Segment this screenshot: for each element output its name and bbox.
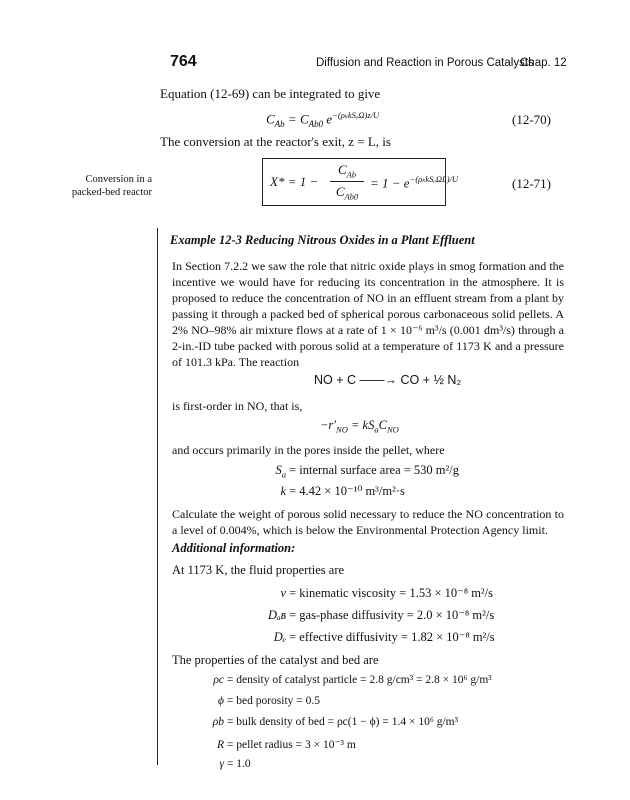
catalyst-property-row: [196, 716, 458, 728]
rate-rhs-c: C: [378, 418, 387, 432]
reaction-equation: NO + C ——→ CO + ½ N₂: [314, 373, 462, 387]
eq2-lhs: X* = 1 −: [270, 174, 319, 189]
intro-line: Equation (12-69) can be integrated to give: [160, 86, 381, 101]
fluid-property-row: [246, 607, 494, 623]
eq2-num-c: C: [337, 162, 347, 177]
bulk-density-definition: = bulk density of bed = ρc(1 − ϕ) = 1.4 × 10⁶ g/m³: [226, 716, 459, 728]
eq2-rhs: [370, 174, 458, 191]
equation-12-70: [266, 110, 379, 129]
equation-number-12-71: (12-71): [512, 176, 551, 191]
additional-info-heading: Additional information:: [172, 541, 296, 555]
eq2-exponent: −(ρₖkSₐΩL)/U: [409, 174, 459, 184]
gamma-symbol: γ: [219, 758, 224, 770]
rate-rhs: = kS: [347, 418, 375, 432]
gas-diffusivity-symbol: Dₐʙ: [267, 608, 286, 622]
catalyst-property-row: [196, 674, 492, 686]
catalyst-property-row: [196, 695, 320, 707]
rate-constant-def: [272, 483, 405, 499]
first-order-line: is first-order in NO, that is,: [172, 399, 303, 413]
eq1-exponent: −(ρₖkSₐΩ)z/U: [332, 110, 380, 120]
eq2-numerator: [332, 162, 362, 180]
surface-area-def: [272, 463, 459, 480]
gas-diffusivity-definition: = gas-phase diffusivity = 2.0 × 10⁻⁸ m²/s: [289, 608, 495, 622]
particle-density-definition: = density of catalyst particle = 2.8 g/cm³ = 2.8 × 10⁶ g/m³: [226, 674, 492, 686]
eq2-den-sub: Ab0: [344, 191, 359, 202]
eq2-num-sub: Ab: [346, 169, 357, 180]
eq1-mid-sub: Ab0: [308, 118, 324, 129]
eq1-lhs-sub: Ab: [274, 118, 285, 129]
rate-law: [320, 418, 399, 435]
particle-density-symbol: ρc: [213, 674, 224, 686]
pellet-radius-symbol: R: [216, 739, 224, 751]
conversion-line: The conversion at the reactor's exit, z = L, is: [160, 134, 391, 149]
effective-diffusivity-symbol: Dₑ: [273, 630, 286, 644]
sa-symbol: [272, 463, 286, 480]
k-symbol: k: [280, 484, 286, 498]
rate-lhs-sub: NO: [336, 424, 348, 435]
gamma-definition: = 1.0: [226, 758, 251, 770]
viscosity-definition: = kinematic viscosity = 1.53 × 10⁻⁸ m²/s: [289, 586, 494, 600]
margin-note-line-1: Conversion in a: [85, 174, 152, 185]
pores-line: and occurs primarily in the pores inside the pellet, where: [172, 443, 445, 457]
example-title: Example 12-3 Reducing Nitrous Oxides in a Plant Effluent: [170, 233, 475, 247]
chapter-label: Chap. 12: [520, 57, 567, 69]
rate-lhs: −r′: [320, 418, 337, 432]
rate-rhs-sub-no: NO: [386, 424, 399, 435]
catalyst-properties-intro: The properties of the catalyst and bed are: [172, 653, 379, 667]
eq2-rhs-text: = 1 − e: [370, 175, 410, 191]
fluid-property-row: [246, 585, 493, 601]
example-side-rule: [157, 228, 158, 765]
effective-diffusivity-definition: = effective diffusivity = 1.82 × 10⁻⁸ m²/s: [289, 630, 495, 644]
k-definition: = 4.42 × 10⁻¹⁰ m³/m²·s: [289, 484, 405, 498]
calculate-paragraph: Calculate the weight of porous solid necessary to reduce the NO concentration to a level of 0.004%, which is below the Environmental Protection Agency limit.: [172, 507, 564, 537]
eq2-den-c: C: [335, 184, 345, 199]
fraction-bar: [330, 181, 364, 182]
sa-definition: = internal surface area = 530 m²/g: [289, 463, 459, 477]
porosity-definition: = bed porosity = 0.5: [226, 695, 321, 707]
equation-number-12-70: (12-70): [512, 112, 551, 127]
eq1-mid: = C: [284, 111, 309, 127]
viscosity-symbol: ν: [280, 586, 286, 600]
sa-sym-s: S: [275, 463, 282, 477]
margin-note-line-2: packed-bed reactor: [71, 187, 152, 198]
pellet-radius-definition: = pellet radius = 3 × 10⁻³ m: [226, 739, 356, 751]
running-title: Diffusion and Reaction in Porous Catalysts: [316, 57, 534, 69]
fluid-properties-intro: At 1173 K, the fluid properties are: [172, 563, 345, 577]
example-paragraph: In Section 7.2.2 we saw the role that nitric oxide plays in smog formation and the incentive we would have for reducing its concentration in the atmosphere. It is proposed to reduce the concentration of NO in an effluent stream from a plant by passing it through a packed bed of spherical porous carbonaceous solid pellets. A 2% NO–98% air mixture flows at a rate of 1 × 10⁻⁶ m³/s (0.001 dm³/s) through a 2-in.-ID tube packed with porous solid at a temperature of 1173 K and a pressure of 101.3 kPa. The reaction: [172, 259, 564, 369]
page-number: 764: [170, 53, 197, 70]
catalyst-property-row: [196, 737, 356, 751]
sa-sym-sub: a: [281, 469, 286, 480]
bulk-density-symbol: ρb: [212, 716, 224, 728]
margin-note: [40, 173, 152, 199]
catalyst-property-row: [196, 758, 251, 770]
fluid-property-row: [246, 629, 495, 645]
eq1-exp-base: e: [323, 111, 333, 127]
eq1-lhs: C: [266, 111, 275, 127]
porosity-symbol: ϕ: [218, 695, 224, 707]
eq2-denominator: [332, 184, 362, 202]
rate-rhs-sub-a: a: [374, 424, 379, 435]
